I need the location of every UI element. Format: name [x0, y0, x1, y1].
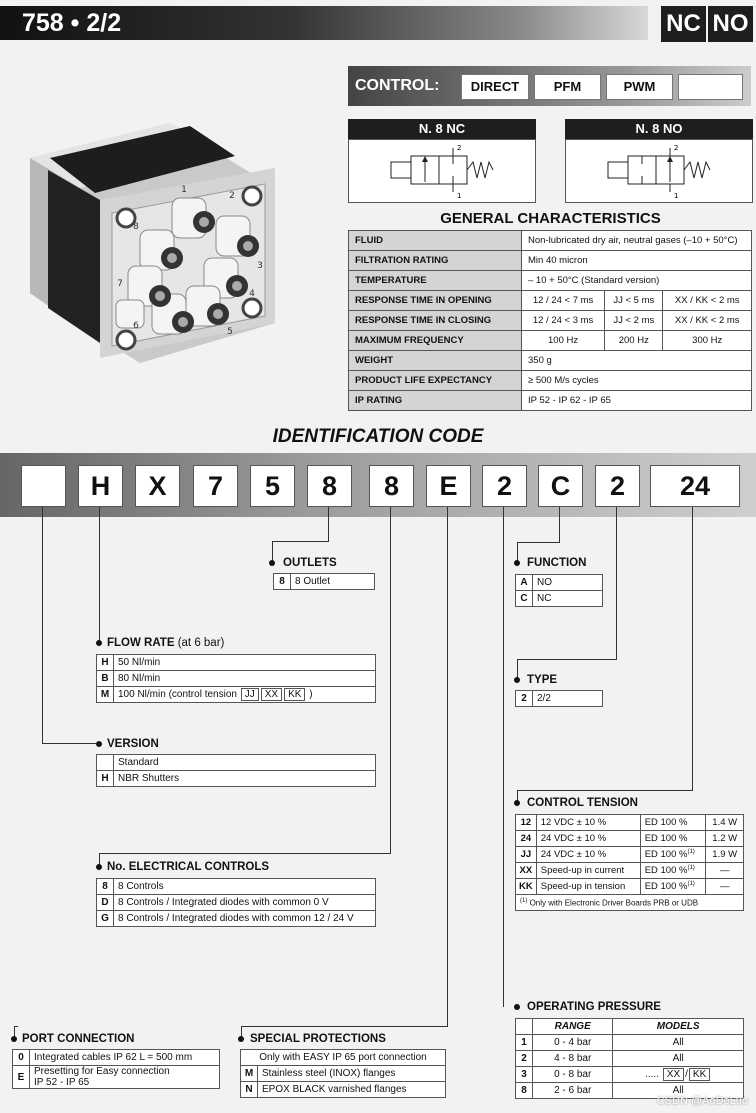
- header-blank: [516, 1019, 533, 1035]
- identification-code-title: IDENTIFICATION CODE: [272, 426, 484, 447]
- port-label: 2: [229, 191, 235, 201]
- ed-text: ED 100 %: [644, 833, 688, 845]
- option-code: [97, 755, 114, 771]
- option-code: 2: [516, 1051, 533, 1067]
- tension-power: —: [706, 879, 744, 895]
- e-line-1: Presetting for Easy connection: [34, 1066, 170, 1077]
- option-desc: NC: [533, 591, 603, 607]
- operating-pressure-table: [515, 1018, 744, 1099]
- port-label: 4: [249, 289, 255, 299]
- port-connection-table: [12, 1049, 220, 1089]
- tension-desc: 12 VDC ± 10 %: [536, 815, 640, 831]
- option-code: H: [97, 771, 114, 787]
- option-code: KK: [516, 879, 537, 895]
- range-header: RANGE: [533, 1019, 613, 1035]
- gc-cell: JJ < 5 ms: [605, 291, 663, 311]
- option-code: 1: [516, 1035, 533, 1051]
- tension-ed: [640, 831, 706, 847]
- bullet-icon: [514, 800, 520, 806]
- ed-note: (1): [687, 880, 695, 887]
- ed-text: ED 100 %: [644, 865, 688, 877]
- option-desc: 50 Nl/min: [114, 655, 376, 671]
- function-table: [515, 574, 603, 607]
- flow-rate-title: [107, 637, 224, 649]
- code-box: 8: [369, 465, 414, 507]
- pressure-range: 4 - 8 bar: [533, 1051, 613, 1067]
- code-box: C: [538, 465, 583, 507]
- symbol-nc-title: N. 8 NC: [348, 119, 536, 139]
- code-box: 7: [193, 465, 238, 507]
- code-box: 2: [595, 465, 640, 507]
- control-option-pwm: PWM: [606, 74, 673, 100]
- general-characteristics-title: GENERAL CHARACTERISTICS: [440, 210, 661, 227]
- option-desc: NBR Shutters: [114, 771, 376, 787]
- option-code: XX: [516, 863, 537, 879]
- operating-pressure-title: OPERATING PRESSURE: [527, 1001, 661, 1013]
- port-label: 8: [133, 222, 139, 232]
- gc-cell: 12 / 24 < 7 ms: [522, 291, 605, 311]
- control-tension-title: CONTROL TENSION: [527, 797, 638, 809]
- type-table: [515, 690, 603, 707]
- option-desc: 8 Controls: [114, 879, 376, 895]
- gc-cell: 12 / 24 < 3 ms: [522, 311, 605, 331]
- pressure-models: All: [613, 1035, 744, 1051]
- option-code: 8: [97, 879, 114, 895]
- option-code: 12: [516, 815, 537, 831]
- option-code: 0: [13, 1050, 30, 1066]
- models-header: MODELS: [613, 1019, 744, 1035]
- e-line-2: IP 52 - IP 65: [34, 1077, 90, 1088]
- tension-power: 1.4 W: [706, 815, 744, 831]
- option-desc: 2/2: [533, 691, 603, 707]
- special-note: Only with EASY IP 65 port connection: [241, 1050, 446, 1066]
- tension-footnote: Only with Electronic Driver Boards PRB or UDB: [529, 898, 699, 908]
- bullet-icon: [96, 864, 102, 870]
- tension-power: 1.2 W: [706, 831, 744, 847]
- model-box: KK: [689, 1068, 710, 1081]
- option-code: 2: [516, 691, 533, 707]
- gc-value: ≥ 500 M/s cycles: [522, 371, 752, 391]
- tension-ed: [640, 863, 706, 879]
- model-box: XX: [663, 1068, 684, 1081]
- option-desc: 8 Controls / Integrated diodes with common 12 / 24 V: [114, 911, 376, 927]
- gc-label: RESPONSE TIME IN OPENING: [349, 291, 522, 311]
- gc-cell: 200 Hz: [605, 331, 663, 351]
- flow-m-close: ): [309, 689, 313, 700]
- code-box: 8: [307, 465, 352, 507]
- bullet-icon: [96, 741, 102, 747]
- gc-cell: JJ < 2 ms: [605, 311, 663, 331]
- gc-label: FILTRATION RATING: [349, 251, 522, 271]
- valve-photo: [20, 118, 320, 366]
- bullet-icon: [269, 560, 275, 566]
- control-option-direct: DIRECT: [461, 74, 529, 100]
- port-label: 5: [227, 327, 233, 337]
- control-tension-table: [515, 814, 744, 911]
- gc-label: PRODUCT LIFE EXPECTANCY: [349, 371, 522, 391]
- function-title: FUNCTION: [527, 557, 587, 569]
- option-code: 3: [516, 1067, 533, 1083]
- option-desc: EPOX BLACK varnished flanges: [258, 1082, 446, 1098]
- outlets-table: [273, 573, 375, 590]
- bullet-icon: [11, 1036, 17, 1042]
- footnote-mark: (1): [520, 897, 528, 904]
- symbol-no-title: N. 8 NO: [565, 119, 753, 139]
- option-desc: [30, 1066, 220, 1089]
- option-code: A: [516, 575, 533, 591]
- code-box: E: [426, 465, 471, 507]
- special-protections-title: SPECIAL PROTECTIONS: [250, 1033, 386, 1045]
- tension-footnote-row: [516, 895, 744, 911]
- option-code: 8: [274, 574, 291, 590]
- option-code: M: [241, 1066, 258, 1082]
- port-1-label: 1: [457, 192, 462, 200]
- gc-label: IP RATING: [349, 391, 522, 411]
- tension-ed: [640, 815, 706, 831]
- gc-label: FLUID: [349, 231, 522, 251]
- electrical-controls-title: No. ELECTRICAL CONTROLS: [107, 861, 270, 873]
- gc-value: Min 40 micron: [522, 251, 752, 271]
- tension-power: 1.9 W: [706, 847, 744, 863]
- pressure-models: All: [613, 1083, 744, 1099]
- option-desc: Stainless steel (INOX) flanges: [258, 1066, 446, 1082]
- tension-desc: Speed-up in current: [536, 863, 640, 879]
- gc-label: TEMPERATURE: [349, 271, 522, 291]
- tension-desc: Speed-up in tension: [536, 879, 640, 895]
- type-title: TYPE: [527, 674, 558, 686]
- models-dots: .....: [645, 1069, 660, 1080]
- version-table: [96, 754, 376, 787]
- port-2-label: 2: [674, 144, 679, 152]
- port-label: 6: [133, 321, 139, 331]
- pressure-models: [613, 1067, 744, 1083]
- ed-note: (1): [687, 848, 695, 855]
- bullet-icon: [238, 1036, 244, 1042]
- option-desc: 8 Outlet: [291, 574, 375, 590]
- ed-text: ED 100 %: [644, 881, 688, 893]
- flow-rate-table: [96, 654, 376, 703]
- option-desc: 8 Controls / Integrated diodes with common 0 V: [114, 895, 376, 911]
- general-characteristics-table: [348, 230, 752, 411]
- option-code: B: [97, 671, 114, 687]
- gc-value: IP 52 - IP 62 - IP 65: [522, 391, 752, 411]
- gc-cell: 300 Hz: [663, 331, 752, 351]
- option-code: N: [241, 1082, 258, 1098]
- watermark: CSDN @AoDeLuo: [656, 1095, 748, 1107]
- control-option-blank: [678, 74, 743, 100]
- tension-box: XX: [261, 688, 282, 701]
- tension-ed: [640, 879, 706, 895]
- pressure-range: 0 - 8 bar: [533, 1067, 613, 1083]
- symbol-nc: [348, 139, 536, 203]
- port-label: 1: [181, 185, 187, 195]
- gc-cell: XX / KK < 2 ms: [663, 311, 752, 331]
- bullet-icon: [514, 677, 520, 683]
- gc-label: MAXIMUM FREQUENCY: [349, 331, 522, 351]
- tension-desc: 24 VDC ± 10 %: [536, 831, 640, 847]
- outlets-title: OUTLETS: [283, 557, 337, 569]
- no-badge: NO: [708, 6, 753, 42]
- gc-cell: XX / KK < 2 ms: [663, 291, 752, 311]
- option-desc: NO: [533, 575, 603, 591]
- tension-desc: 24 VDC ± 10 %: [536, 847, 640, 863]
- port-label: 7: [117, 279, 123, 289]
- option-desc: Standard: [114, 755, 376, 771]
- gc-value: – 10 + 50°C (Standard version): [522, 271, 752, 291]
- ed-text: ED 100 %: [644, 849, 688, 861]
- tension-box: JJ: [241, 688, 259, 701]
- special-protections-table: [240, 1049, 446, 1098]
- control-label: CONTROL:: [355, 77, 440, 94]
- option-desc: 80 Nl/min: [114, 671, 376, 687]
- bullet-icon: [514, 1004, 520, 1010]
- port-label: 3: [257, 261, 263, 271]
- tension-power: —: [706, 863, 744, 879]
- code-box: H: [78, 465, 123, 507]
- option-code: H: [97, 655, 114, 671]
- flow-m-text: 100 Nl/min (control tension: [118, 689, 237, 700]
- option-desc: Integrated cables IP 62 L = 500 mm: [30, 1050, 220, 1066]
- flow-rate-subtitle: (at 6 bar): [177, 637, 225, 649]
- code-box: 2: [482, 465, 527, 507]
- gc-value: Non-lubricated dry air, neutral gases (–10 + 50°C): [522, 231, 752, 251]
- nc-badge: NC: [661, 6, 706, 42]
- pressure-range: 2 - 6 bar: [533, 1083, 613, 1099]
- option-code: M: [97, 687, 114, 703]
- control-option-pfm: PFM: [534, 74, 601, 100]
- flow-rate-title-text: FLOW RATE: [107, 637, 175, 649]
- option-code: 8: [516, 1083, 533, 1099]
- code-box-voltage: 24: [650, 465, 740, 507]
- port-2-label: 2: [457, 144, 462, 152]
- symbol-no: [565, 139, 753, 203]
- ed-text: ED 100 %: [644, 817, 688, 829]
- option-desc-m: [114, 687, 376, 703]
- ed-note: (1): [687, 864, 695, 871]
- page-title: 758 • 2/2: [22, 9, 122, 37]
- option-code: G: [97, 911, 114, 927]
- gc-cell: 100 Hz: [522, 331, 605, 351]
- gc-value: 350 g: [522, 351, 752, 371]
- pressure-range: 0 - 4 bar: [533, 1035, 613, 1051]
- option-code: 24: [516, 831, 537, 847]
- bullet-icon: [96, 640, 102, 646]
- code-box: X: [135, 465, 180, 507]
- port-1-label: 1: [674, 192, 679, 200]
- option-code: C: [516, 591, 533, 607]
- version-title: VERSION: [107, 738, 159, 750]
- tension-ed: [640, 847, 706, 863]
- option-code: E: [13, 1066, 30, 1089]
- option-code: D: [97, 895, 114, 911]
- option-code: JJ: [516, 847, 537, 863]
- code-box: 5: [250, 465, 295, 507]
- code-box-blank: [21, 465, 66, 507]
- tension-box: KK: [284, 688, 305, 701]
- model-sep: /: [685, 1069, 688, 1080]
- pressure-models: All: [613, 1051, 744, 1067]
- gc-label: WEIGHT: [349, 351, 522, 371]
- electrical-controls-table: [96, 878, 376, 927]
- gc-label: RESPONSE TIME IN CLOSING: [349, 311, 522, 331]
- port-connection-title: PORT CONNECTION: [22, 1033, 135, 1045]
- bullet-icon: [514, 560, 520, 566]
